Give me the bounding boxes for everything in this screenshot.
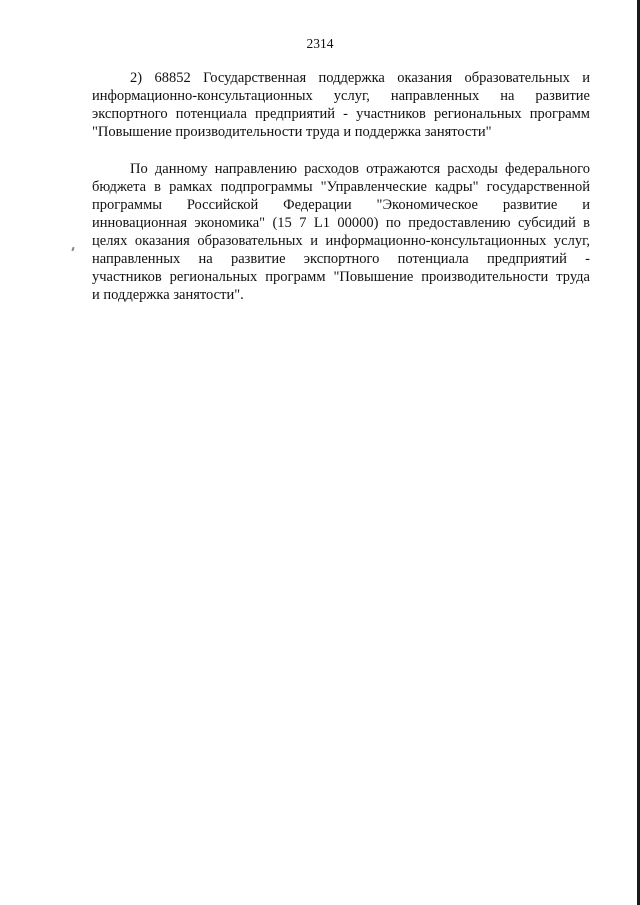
- paragraph-line: направленных на развитие экспортного потенциала предприятий -: [92, 251, 590, 267]
- paragraph-section-heading: [92, 69, 590, 141]
- paragraph-line: экспортного потенциала предприятий - участников региональных программ: [92, 106, 590, 122]
- paragraph-line: целях оказания образовательных и информационно-консультационных услуг,: [92, 233, 590, 249]
- paragraph-line: По данному направлению расходов отражаются расходы федерального: [130, 161, 590, 177]
- paragraph-line: бюджета в рамках подпрограммы "Управленческие кадры" государственной: [92, 179, 590, 195]
- paragraph-description: [92, 160, 590, 304]
- scan-speck: [71, 247, 74, 251]
- paragraph-line: информационно-консультационных услуг, направленных на развитие: [92, 88, 590, 104]
- paragraph-line: 2) 68852 Государственная поддержка оказания образовательных и: [130, 70, 590, 86]
- paragraph-line: участников региональных программ "Повышение производительности труда: [92, 269, 590, 285]
- paragraph-line: "Повышение производительности труда и поддержка занятости": [92, 124, 492, 140]
- paragraph-line: инновационная экономика" (15 7 L1 00000) по предоставлению субсидий в: [92, 215, 590, 231]
- paragraph-line: и поддержка занятости".: [92, 287, 244, 303]
- paragraph-line: программы Российской Федерации "Экономическое развитие и: [92, 197, 590, 213]
- page-number: 2314: [306, 36, 334, 51]
